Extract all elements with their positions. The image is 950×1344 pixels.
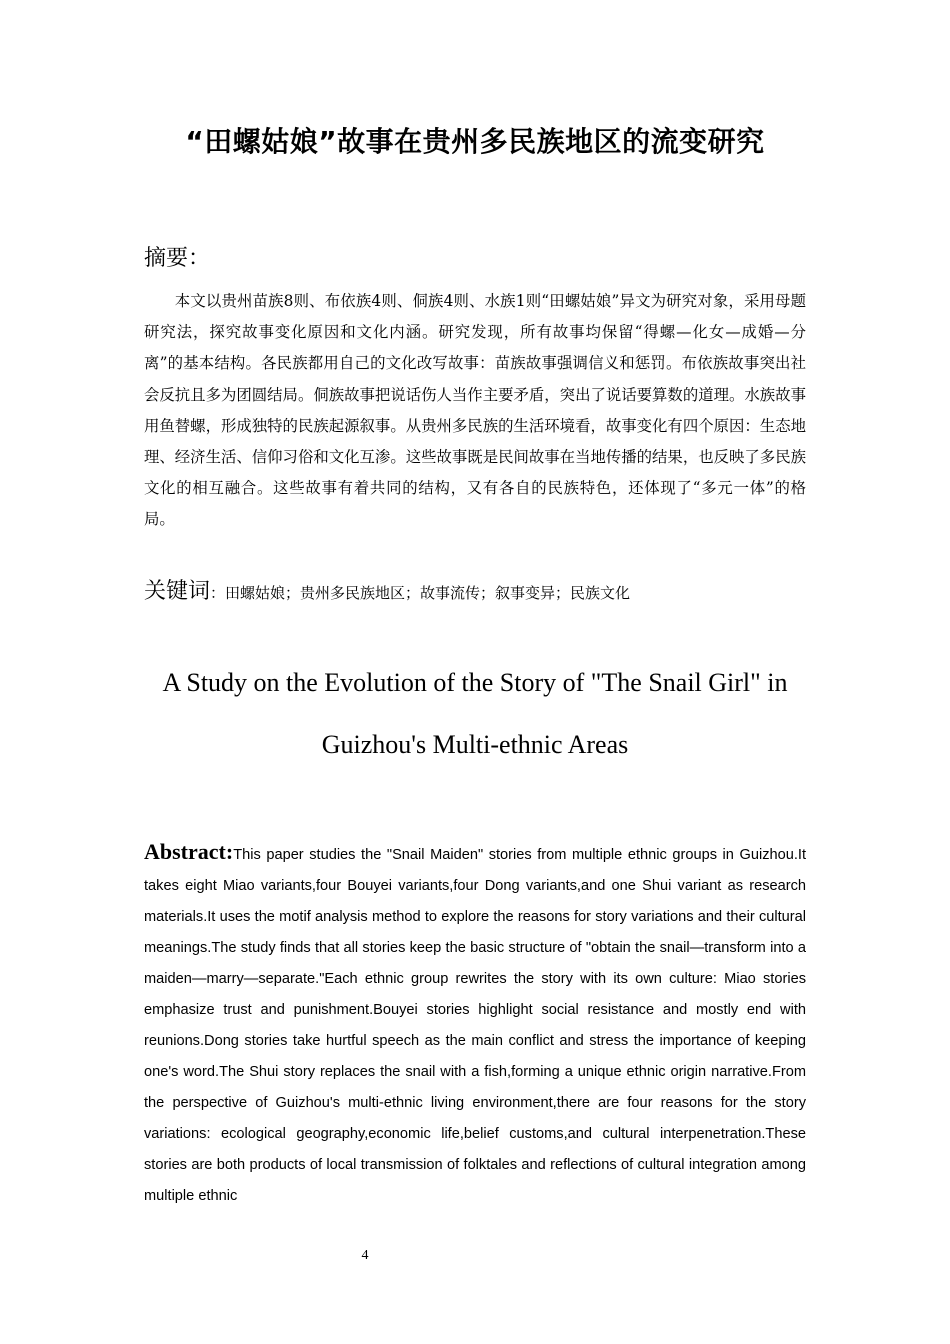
- chinese-abstract-heading: 摘要：: [144, 246, 211, 271]
- page-number: 4: [361, 1248, 369, 1263]
- english-abstract: [144, 836, 806, 1212]
- keywords-label: 关键词: [144, 579, 211, 604]
- chinese-abstract-body: 本文以贵州苗族8则、布依族4则、侗族4则、水族1则“田螺姑娘”异文为研究对象，采用母题研究法，探究故事变化原因和文化内涵。研究发现，所有故事均保留“得螺—化女—成婚—分离”的基本结构。各民族都用自己的文化改写故事：苗族故事强调信义和惩罚。布依族故事突出社会反抗且多为团圆结局。侗族故事把说话伤人当作主要矛盾，突出了说话要算数的道理。水族故事用鱼替螺，形成独特的民族起源叙事。从贵州多民族的生活环境看，故事变化有四个原因：生态地理、经济生活、信仰习俗和文化互渗。这些故事既是民间故事在当地传播的结果，也反映了多民族文化的相互融合。这些故事有着共同的结构，又有各自的民族特色，还体现了“多元一体”的格局。: [144, 292, 806, 529]
- english-abstract-body: This paper studies the "Snail Maiden" stories from multiple ethnic groups in Guizhou.It takes eight Miao variants,four Bouyei variants,four Dong variants,and one Shui variant as research materials.It uses the motif analysis method to explore the reasons for story variations and their cultural meanings.The study finds that all stories keep the basic structure of "obtain the snail—transform into a maiden—marry—separate."Each ethnic group rewrites the story with its own culture: Miao stories emphasize trust and punishment.Bouyei stories highlight social resistance and mostly end with reunions.Dong stories take hurtful speech as the main conflict and stress the importance of keeping one's word.The Shui story replaces the snail with a fish,forming a unique ethnic origin narrative.From the perspective of Guizhou's multi-ethnic living environment,there are four reasons for the story variations: ecological geography,economic life,belief customs,and cultural interpenetration.These stories are both products of local transmission of folktales and reflections of cultural integration among multiple ethnic: [144, 847, 806, 1204]
- chinese-keywords: [144, 576, 844, 610]
- english-title-line-1: A Study on the Evolution of the Story of "The Snail Girl" in: [162, 668, 788, 697]
- chinese-title: “田螺姑娘”故事在贵州多民族地区的流变研究: [185, 125, 765, 158]
- keywords-value: 田螺姑娘；贵州多民族地区；故事流传；叙事变异；民族文化: [225, 584, 631, 602]
- english-title: [144, 652, 806, 776]
- english-abstract-label: Abstract:: [144, 839, 234, 864]
- english-title-line-2: Guizhou's Multi-ethnic Areas: [321, 730, 629, 759]
- keywords-colon: ：: [210, 584, 226, 602]
